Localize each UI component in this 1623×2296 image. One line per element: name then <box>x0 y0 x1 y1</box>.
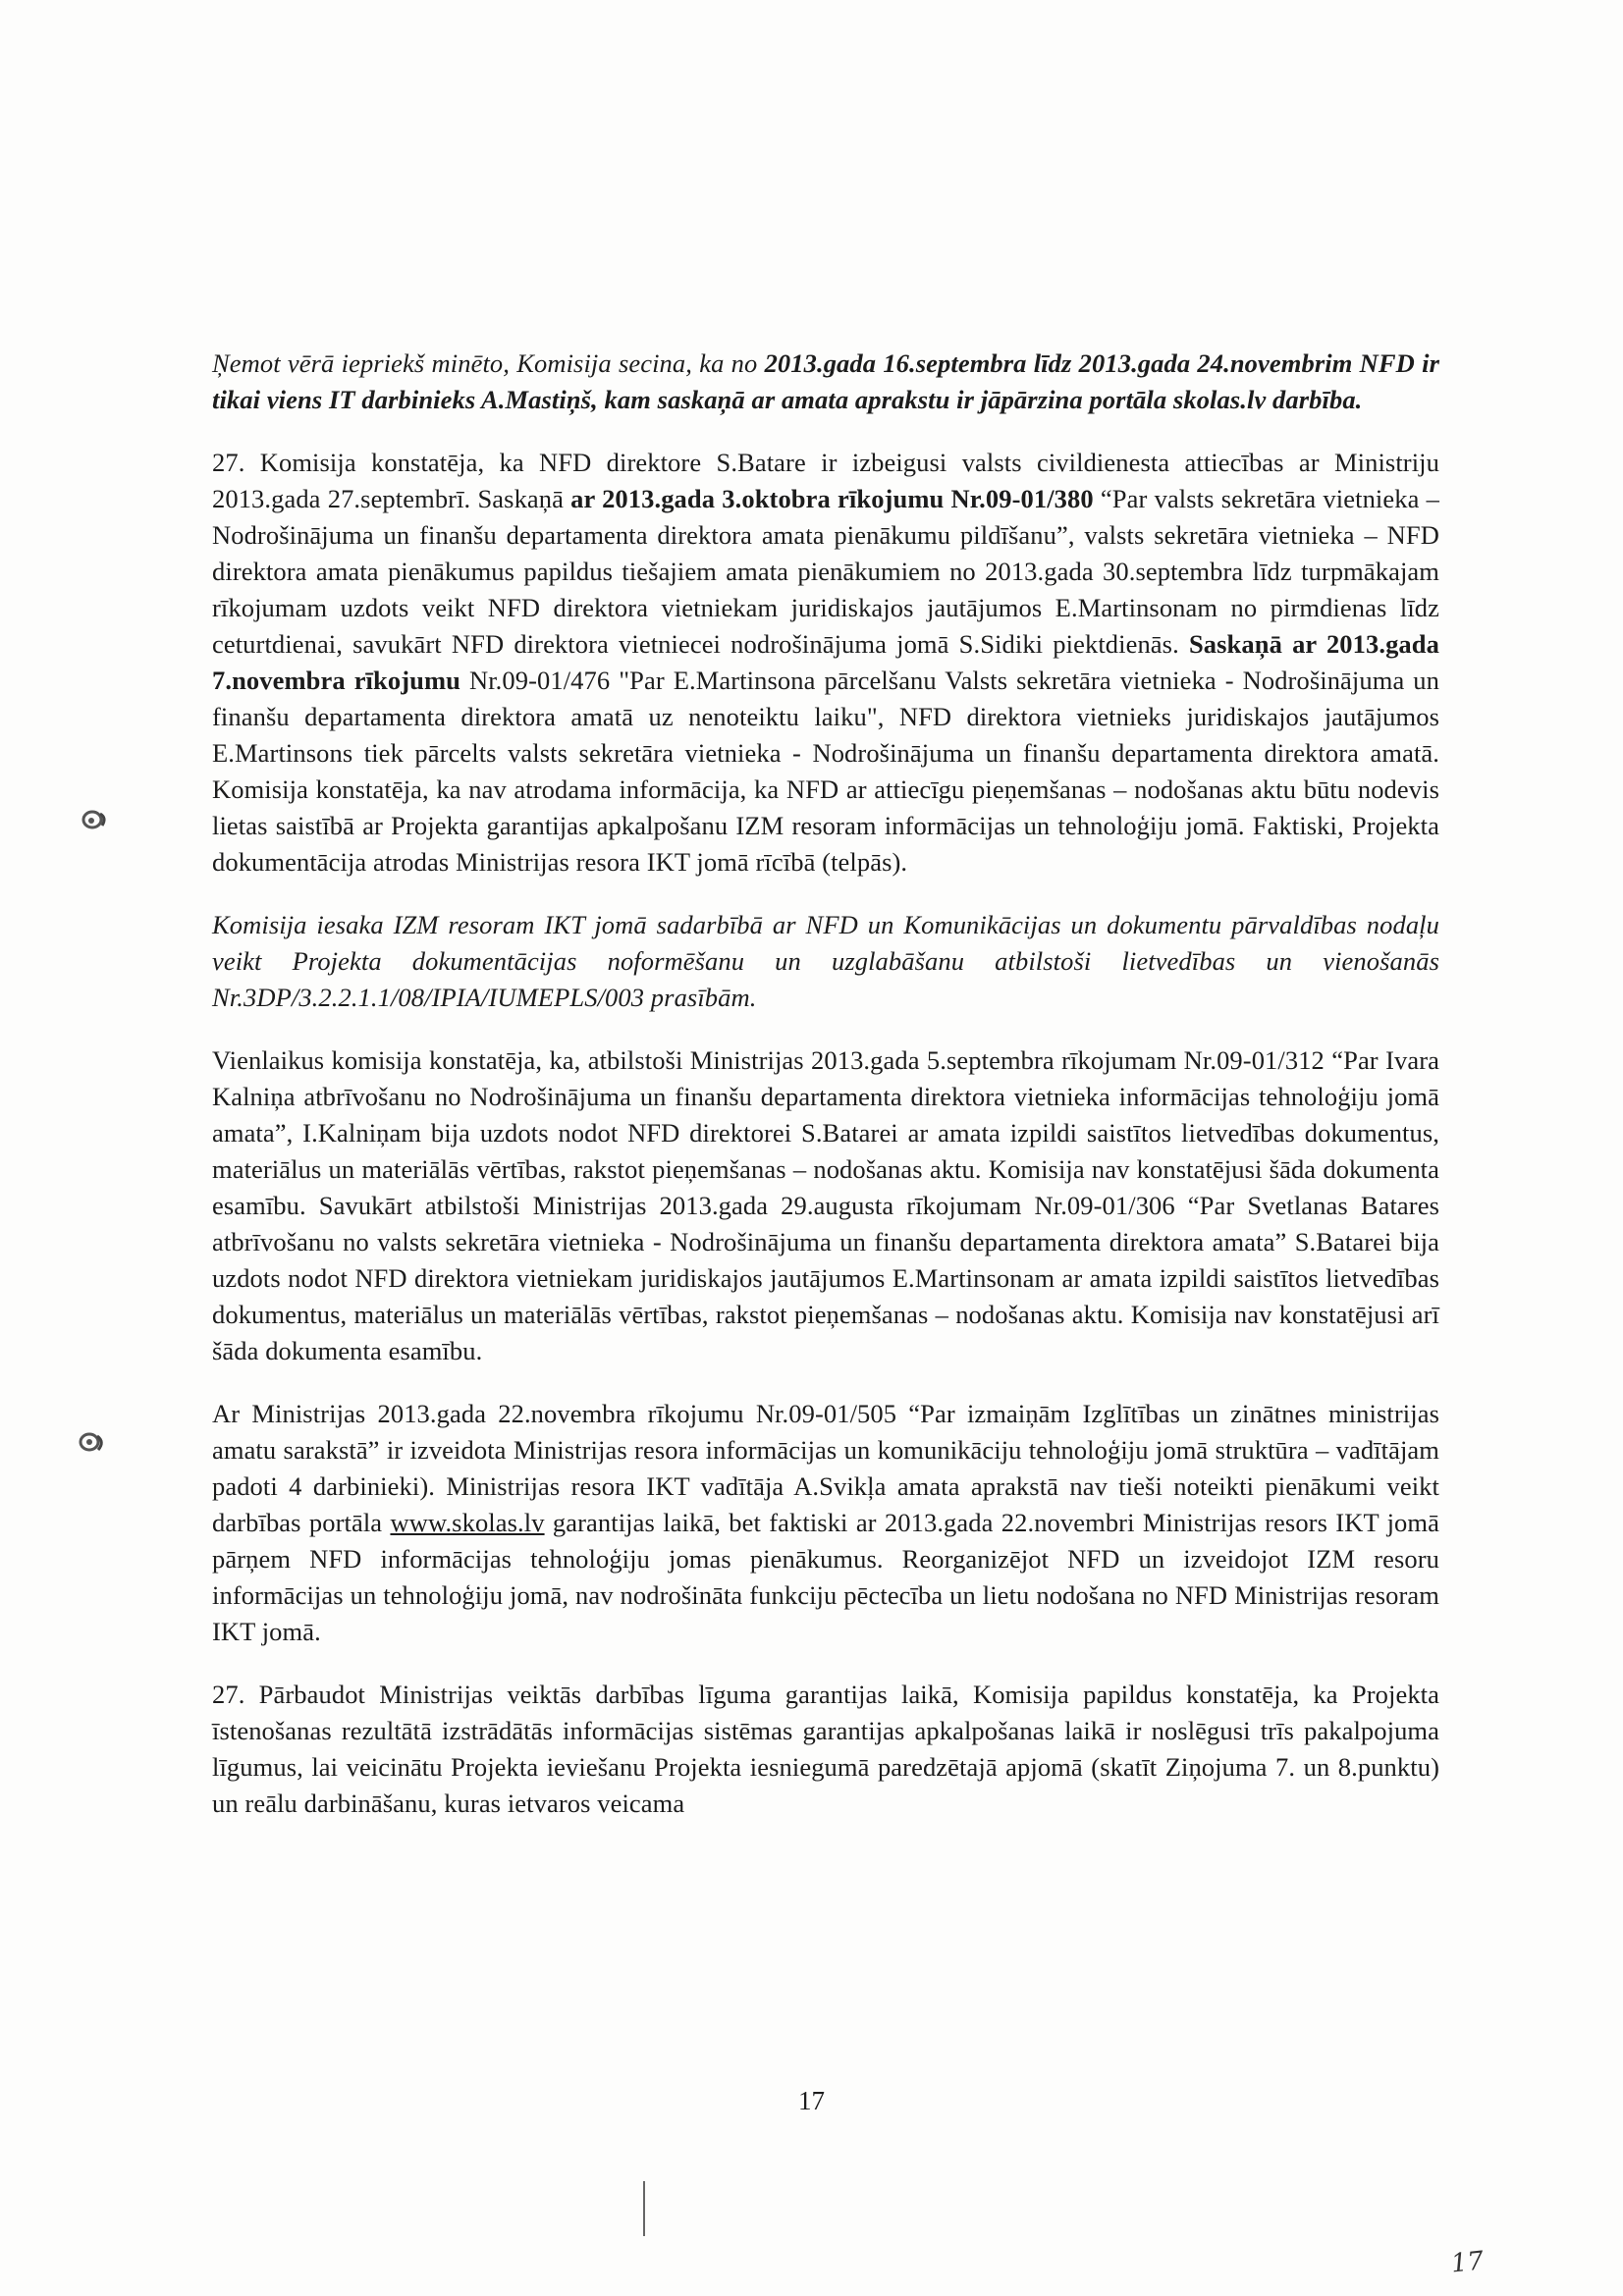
intro-text-part-2: 2013.gada 16.septembra līdz 2013.gada 24.novembrim NFD ir tikai viens IT darbinieks A.Mastiņš, kam saskaņā ar amata aprakstu ir jāpārzina portāla skolas.lv darbība. <box>212 348 1439 414</box>
paragraph-ministry-order-505 <box>212 1396 1439 1650</box>
stray-pen-mark <box>641 2179 647 2238</box>
ministry-order-text-2: garantijas laikā, bet faktiski ar 2013.gada 22.novembri Ministrijas resors IKT jomā pārņem NFD informācijas tehnoloģiju jomas pienākumus. Reorganizējot NFD un izveidojot IZM resoru informācijas un tehnoloģiju jomā, nav nodrošināta funkciju pēctecība un lietu nodošana no NFD Ministrijas resoram IKT jomā. <box>212 1508 1439 1646</box>
para27-text-5: Nr.09-01/476 "Par E.Martinsona pārcelšanu Valsts sekretāra vietnieka - Nodrošinājuma un finanšu departamenta direktora amatā uz nenoteiktu laiku", NFD direktora vietnieks juridiskajos jautājumos E.Martinsons tiek pārcelts valsts sekretāra vietnieka - Nodrošinājuma un finanšu departamenta direktora amatā. Komisija konstatēja, ka nav atrodama informācija, ka NFD ar attiecīgu pieņemšanas – nodošanas aktu būtu nodevis lietas saistībā ar Projekta garantijas apkalpošanu IZM resoram informācijas un tehnoloģiju jomā. Faktiski, Projekta dokumentācija atrodas Ministrijas resora IKT jomā rīcībā (telpās). <box>212 666 1439 877</box>
paragraph-intro <box>212 346 1439 418</box>
para27-bold-order-476: Saskaņā ar 2013.gada 7.novembra rīkojumu <box>212 629 1439 695</box>
para27-text-3: “Par valsts sekretāra vietnieka – Nodrošinājuma un finanšu departamenta direktora amata pienākumu pildīšanu”, valsts sekretāra vietnieka – NFD direktora amata pienākumus papildus tiešajiem amata pienākumiem no 2013.gada 30.septembra līdz turpmākajam rīkojumam uzdots veikt NFD direktora vietniekam juridiskajos jautājumos E.Martinsonam no pirmdienas līdz ceturtdienai, savukārt NFD direktora vietniecei nodrošinājuma jomā S.Sidiki piektdienās. <box>212 484 1439 659</box>
ministry-order-text-1: Ar Ministrijas 2013.gada 22.novembra rīkojumu Nr.09-01/505 “Par izmaiņām Izglītības un zinātnes ministrijas amatu sarakstā” ir izveidota Ministrijas resora informācijas un komunikāciju tehnoloģiju jomā struktūra – vadītājam padoti 4 darbinieki). Ministrijas resora IKT vadītāja A.Svikļa amata aprakstā nav tieši noteikti pienākumi veikt darbības portāla <box>212 1399 1439 1537</box>
page-number: 17 <box>798 2086 825 2115</box>
para27-text-1: 27. Komisija konstatēja, ka NFD direktore S.Batare ir izbeigusi valsts civildienesta attiecības ar Ministriju 2013.gada 27.septembrī. Saskaņā <box>212 448 1439 513</box>
handwritten-page-number: 17 <box>1449 2246 1486 2279</box>
paragraph-vienlaikus: Vienlaikus komisija konstatēja, ka, atbilstoši Ministrijas 2013.gada 5.septembra rīkojumam Nr.09-01/312 “Par Ivara Kalniņa atbrīvošanu no Nodrošinājuma un finanšu departamenta direktora vietnieka informācijas tehnoloģiju jomā amata”, I.Kalniņam bija uzdots nodot NFD direktorei S.Batarei ar amata izpildi saistītos lietvedības dokumentus, materiālus un materiālās vērtības, rakstot pieņemšanas – nodošanas aktu. Komisija nav konstatējusi šāda dokumenta esamību. Savukārt atbilstoši Ministrijas 2013.gada 29.augusta rīkojumam Nr.09-01/306 “Par Svetlanas Batares atbrīvošanu no valsts sekretāra vietnieka - Nodrošinājuma un finanšu departamenta direktora amata” S.Batarei bija uzdots nodot NFD direktora vietniekam juridiskajos jautājumos E.Martinsonam ar amata izpildi saistītos lietvedības dokumentus, materiālus un materiālās vērtības, rakstot pieņemšanas – nodošanas aktu. Komisija nav konstatējusi arī šāda dokumenta esamību. <box>212 1045 1439 1365</box>
punch-hole-mark-lower <box>78 1429 107 1455</box>
punch-hole-mark-upper <box>81 806 110 831</box>
document-body <box>212 346 1439 1848</box>
paragraph-27-commission-finding <box>212 445 1439 881</box>
paragraph-27-warranty-contracts: 27. Pārbaudot Ministrijas veiktās darbības līguma garantijas laikā, Komisija papildus konstatēja, ka Projekta īstenošanas rezultātā izstrādātās informācijas sistēmas garantijas apkalpošanas laikā ir noslēgusi trīs pakalpojuma līgumus, lai veicinātu Projekta ieviešanu Projekta iesniegumā paredzētajā apjomā (skatīt Ziņojuma 7. un 8.punktu) un reālu darbināšanu, kuras ietvaros veicama <box>212 1680 1439 1818</box>
skolas-lv-link[interactable]: www.skolas.lv <box>390 1508 545 1537</box>
intro-text-part-1: Ņemot vērā iepriekš minēto, Komisija secina, ka no <box>212 348 765 378</box>
para27-bold-order-380: ar 2013.gada 3.oktobra rīkojumu Nr.09-01/380 <box>570 484 1094 513</box>
paragraph-recommendation: Komisija iesaka IZM resoram IKT jomā sadarbībā ar NFD un Komunikācijas un dokumentu pārvaldības nodaļu veikt Projekta dokumentācijas noformēšanu un uzglabāšanu atbilstoši lietvedības un vienošanās Nr.3DP/3.2.2.1.1/08/IPIA/IUMEPLS/003 prasībām. <box>212 910 1439 1012</box>
